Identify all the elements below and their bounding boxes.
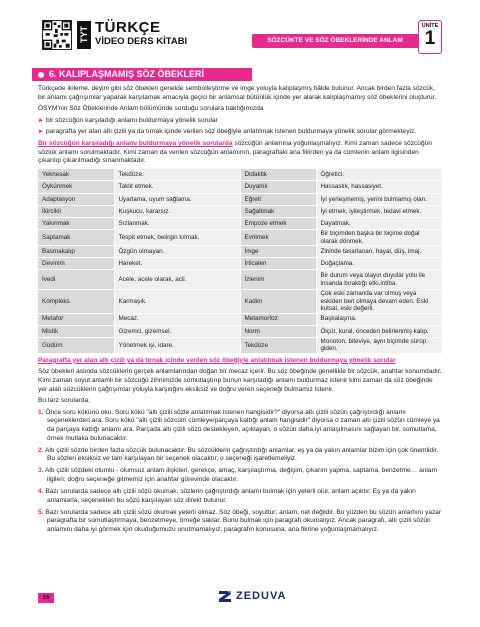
definition-cell: Uyarlama, uyum sağlama. [114,193,240,205]
definition-cell: Doğaçlama. [316,258,443,270]
definition-cell: Tespit etmek, belirgin kılmak. [114,230,240,246]
table-row [38,218,443,230]
list-item [38,409,443,443]
exam-tag: TYT [77,21,91,49]
definition-cell: Yönetmek işi, idare. [114,337,240,353]
step-number: 3. [38,467,44,475]
term-cell: Tekdüze [240,337,316,353]
main-content [38,85,443,538]
book-title [95,20,187,48]
intro-paragraph-3 [38,140,443,166]
table-row [38,181,443,193]
intro-paragraph-3-text: sözcüğün anlamına yoğunlaşmalıyız. Kimi zaman sadece sözcüğün sözlük anlamı sorulmaktadır. Kimi zaman da verilen sözcüğün anlamının, paragraftaki ana fikirden ya da cümlenin anlam ilgisinden çıkarılıp çıkarılmadığı sınanmaktadır. [38,139,432,165]
definition-cell: Tekdüze. [114,169,240,181]
highlight-phrase: Bir sözcüğün karşıladığı anlamı buldurmaya yönelik sorularda [38,139,233,147]
term-cell: İrticalen [240,258,316,270]
table-row [38,169,443,181]
unit-label: ÜNİTE [421,23,439,29]
list-item [38,509,443,535]
table-row [38,313,443,325]
intro-bullet-1-text: bir sözcüğün karşıladığı anlamı buldurmaya yönelik sorular [45,116,218,124]
unit-number: 1 [424,28,436,49]
term-cell: Norm [240,325,316,337]
definition-cell: Başkalaşma. [316,313,443,325]
definition-cell: Karmaşık. [114,290,240,313]
definition-cell: Çok eski zamanda var olmuş veya eskiden beri olmaya devam eden. Eski kutsal, eski değerli. [316,290,443,313]
term-cell: Güdüm [38,337,114,353]
step-text: Önce soru kökünü oku. Soru kökü "altı çizili sözle anlatılmak istenen hangisidir?" diyorsa altı çizili sözün çağrıştırdığı anlamı seçeneklerden ara. Soru kökü "altı çizili sözcüm cümleye/parçaya kattığı anlam hangisidir" diyorsa o zaman altı çizili sözün cümleye ya da parçaya kattığı anlamı ara. Parçada altı çizili sözü destekleyen, açıklayan, o sözün daha iyi anlaşılmasını sağlayan bir, somutlama, örnek mutlaka bulunacaktır. [45,408,440,442]
term-cell: Metamorfoz [240,313,316,325]
qr-code-icon [43,21,71,49]
intro-paragraph-2: ÖSYM'nin Söz Öbeklerinde Anlam bölümünde sorduğu sorulara baktığımızda [38,105,264,113]
qr-code[interactable] [42,20,72,50]
page-header [0,0,480,72]
table-row [38,193,443,205]
highlight-phrase: Paragrafta yer alan altı çizili ya da tırnak içinde verilen söz öbeğiyle anlatılmak istenen buldurmaya yönelik sorular [38,356,396,364]
term-cell: Didaktik [240,169,316,181]
term-cell: Duyarlık [240,181,316,193]
definition-cell: Bir durum veya olayın duyular yolu ile insanda bıraktığı etki,intiba. [316,270,443,290]
definition-cell: Mecaz. [114,313,240,325]
unit-badge [418,20,442,54]
unit-banner: SÖZCÜKTE VE SÖZ ÖBEKLERİNDE ANLAM [252,34,418,48]
brand-name: ZEDUVA [236,590,287,602]
definition-cell: Gizemci, gizemsel. [114,325,240,337]
list-item [38,447,443,464]
intro-paragraph-1: Türkçede ikileme, deyim gibi söz öbekleri genelde sembolleştirme ve imge yoluyla kalıplaşmış hâlde bulunur. Ancak birden fazla sözcük, bir anlamı çağrışımlar yaparak karşılamak amacıyla geçici bir anlamsal bütünlük içinde yer alarak kalıplaşmamış söz öbeklerini oluşturur. [38,85,437,101]
term-cell: Yeknesak [38,169,114,181]
definition-cell: Bir biçimden başka bir biçime doğal olarak dönmek. [316,230,443,246]
step-number: 4. [38,488,44,495]
term-cell: Adaptasyon [38,193,114,205]
section-title [32,68,252,81]
table-row [38,290,443,313]
definition-cell: Kuşkucu, kararsız. [114,205,240,217]
term-cell: Metafor [38,313,114,325]
bullet-dot-icon [38,72,44,78]
term-cell: Kompleks [38,290,114,313]
arrow-right-icon: ► [38,129,44,136]
section-title-text: 6. KALIPLAŞMAMIŞ SÖZ ÖBEKLERİ [49,69,205,79]
step-text: Altı çizili sözde birden fazla sözcük bulunacaktır. Bu sözcüklerin çağrıştırdığı anlamlar, eş ya da yakın anlamlar bizim için çok önemlidir. Bu sözleri eksiksiz ve tam karşılayan bir seçenek olacaktır, o seçeneği işaretlemeliyiz. [44,446,439,463]
table-row [38,258,443,270]
page-number: 16 [38,593,54,603]
after-lead: Bu tarz sorularda; [38,397,91,405]
definition-cell: Öğretici. [316,169,443,181]
list-item [38,467,443,484]
book-title-main: TÜRKÇE [95,19,161,36]
brand-logo [218,588,286,604]
book-title-sub: VİDEO DERS KİTABI [95,36,188,47]
brand-mark-icon [218,589,232,603]
definition-cell: İyi yerleşmemiş, yerini bulmamış olan. [316,193,443,205]
definition-cell: Sızlanmak. [114,218,240,230]
term-cell: İvedi [38,270,114,290]
definition-cell: Hassaslık, hassasiyet. [316,181,443,193]
term-cell: Eğreti [240,193,316,205]
step-number: 5. [38,508,44,516]
definition-cell: Acele, acele olarak, acil. [114,270,240,290]
term-cell: Sağaltmak [240,205,316,217]
definition-cell: Taklit etmek. [114,181,240,193]
step-number: 2. [38,446,44,454]
vocabulary-table [38,169,443,354]
definition-cell: Monoton, biteviye, aynı biçimde sürüp giden. [316,337,443,353]
list-item [38,488,443,505]
definition-cell: Özgün olmayan. [114,246,240,258]
step-text: Bazı sorularda sadece altı çizili sözü okumak, sözlerin çağrıştırdığı anlamı bulmak için yeterli olur, anlam açıktır. Eş ya da yakın anlamlarla, seçenekten bu sözü karşılayan söz direkt bulunur. [45,488,416,504]
term-cell: Öykünmek [38,181,114,193]
table-row [38,230,443,246]
term-cell: Basmakalıp [38,246,114,258]
term-cell: İmge [240,246,316,258]
intro-bullet-2-text: paragrafta yer alan altı çizili ya da tırnak içinde verilen söz öbeğiyle anlatılmak istenen buldurmaya yönelik sorular görmekteyiz. [45,128,417,136]
table-row [38,270,443,290]
table-row [38,246,443,258]
table-row [38,337,443,353]
after-paragraph: Söz öbekleri aslında sözcüklerin gerçek anlamlarından doğan bir mecaz içerir. Bu söz öbeğinde genellikle bir sözcük, anahtar konumdadır. Kimi zaman soyut anlamlı bir sözcüğü zihnimizde somutlaştırıp bunun karşıladığı anlamı buldurmaz istenir kimi zaman da söz öbeğinde yer alan sözcüklerin çağrışımlar yoluyla karşılığını eksiksiz ve doğru veren seçeneği bulmamız istenir. [38,368,442,393]
term-cell: Kadim [240,290,316,313]
steps-list [38,409,443,535]
term-cell: İzlenim [240,270,316,290]
arrow-right-icon: ► [38,117,44,124]
table-row [38,205,443,217]
term-cell: Mistik [38,325,114,337]
definition-cell: Zihinde tasarlanan, hayal, düş, imaj. [316,246,443,258]
term-cell: İkircikli [38,205,114,217]
term-cell: Saptamak [38,230,114,246]
intro-bullet-1 [38,117,443,126]
definition-cell: Hareket. [114,258,240,270]
step-text: Bazı sorularda sadece altı çizili sözü okumak yeterli olmaz. Söz öbeği, soyuttur; anlam, net değildir. Bu yüzden bu sözün anlamını yazar paragrafta bir somutlaştırmaya, benzetmeye, örneğe saklar. Bunu bulmak için paragrafı okumalıyız. Ancak paragrafı, altı çizili sözün anlamını daha iyi görmek için okuduğumuzu unutmamalıyız; paragrafın konusuna, ana fikrine yoğunlaşmamalıyız. [45,508,442,533]
definition-cell: Ölçüt, kural, önceden belirlenmiş kalıp. [316,325,443,337]
term-cell: Devinim [38,258,114,270]
table-row [38,325,443,337]
term-cell: Empoze etmek [240,218,316,230]
step-number: 1. [38,408,44,416]
step-text: Altı çizili sözdeki olumlu - olumsuz anlam ilişkileri, gerekçe, amaç, karşılaştırma, değişim, çıkarım yapma, saptama, benzetme… anlam ilgileri; doğru seçeneğe gitmemiz için anahtar görevinde olacaktır. [44,467,438,483]
term-cell: Evrilmek [240,230,316,246]
intro-bullet-2 [38,128,443,137]
term-cell: Yakınmak [38,218,114,230]
definition-cell: Dayatmak. [316,218,443,230]
vocabulary-table-body [38,169,443,354]
subheading [38,357,443,366]
definition-cell: İyi etmek, iyileştirmek, tedavi etmek. [316,205,443,217]
